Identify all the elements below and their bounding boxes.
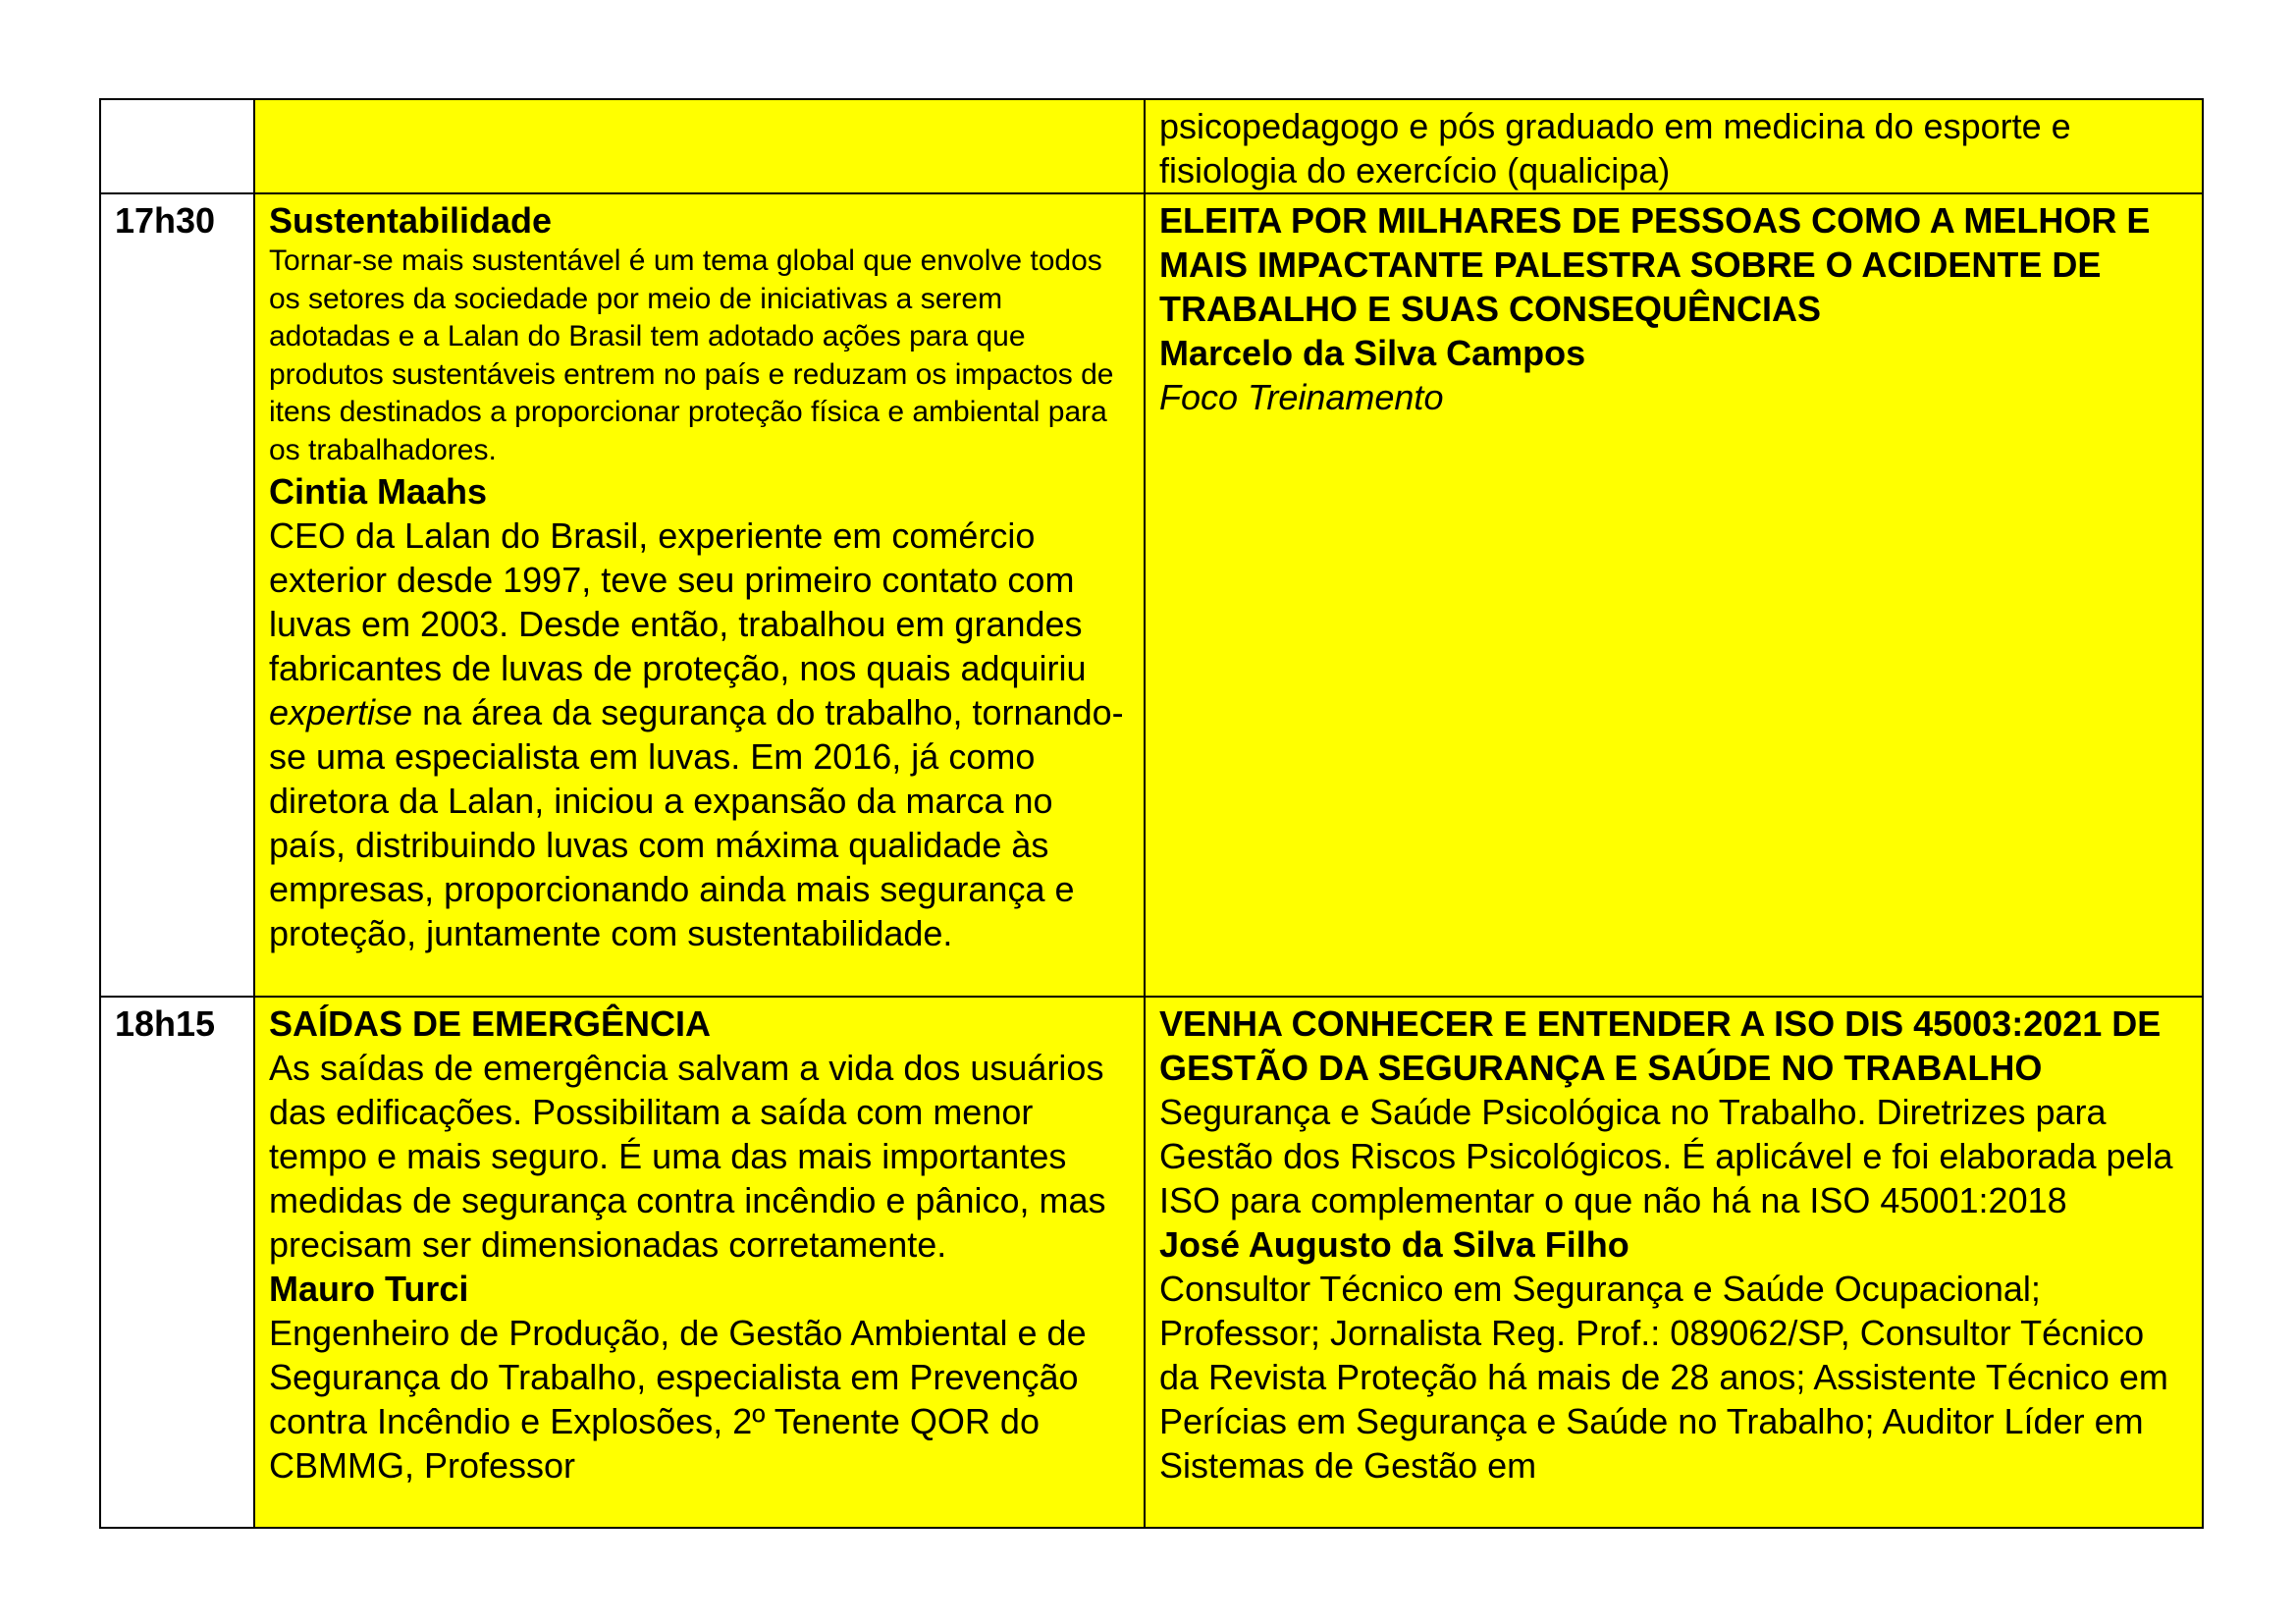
- speaker-name: Cintia Maahs: [269, 471, 488, 512]
- talk-title: Sustentabilidade: [269, 200, 553, 241]
- speaker-bio: [269, 514, 1130, 955]
- talk-description: Segurança e Saúde Psicológica no Trabalho. Diretrizes para Gestão dos Riscos Psicológicos. É aplicável e foi elaborada pela ISO para complementar o que não há na ISO 45001:2018: [1159, 1092, 2173, 1220]
- talk-title: SAÍDAS DE EMERGÊNCIA: [269, 1003, 712, 1044]
- speaker-bio-part1: CEO da Lalan do Brasil, experiente em comércio exterior desde 1997, teve seu primeiro contato com luvas em 2003. Desde então, trabalhou em grandes fabricantes de luvas de proteção, nos quais adquiriu: [269, 515, 1087, 688]
- talk-cell-right: [1145, 997, 2203, 1528]
- speaker-name: Mauro Turci: [269, 1269, 469, 1309]
- time-cell: 17h30: [100, 193, 254, 997]
- talk-cell-left: [254, 99, 1145, 193]
- talk-cell-left: [254, 193, 1145, 997]
- talk-cell-right: [1145, 99, 2203, 193]
- speaker-bio-continuation: psicopedagogo e pós graduado em medicina do esporte e fisiologia do exercício (qualicipa): [1159, 106, 2071, 190]
- talk-description: As saídas de emergência salvam a vida dos usuários das edificações. Possibilitam a saída com menor tempo e mais seguro. É uma das mais importantes medidas de segurança contra incêndio e pânico, mas precisam ser dimensionadas corretamente.: [269, 1048, 1106, 1265]
- speaker-bio: Consultor Técnico em Segurança e Saúde Ocupacional; Professor; Jornalista Reg. Prof.: 089062/SP, Consultor Técnico da Revista Proteção há mais de 28 anos; Assistente Técnico em Perícias em Segurança e Saúde no Trabalho; Auditor Líder em Sistemas de Gestão em: [1159, 1269, 2168, 1486]
- schedule-row-1815: [100, 997, 2203, 1528]
- talk-cell-right: [1145, 193, 2203, 997]
- talk-title: ELEITA POR MILHARES DE PESSOAS COMO A MELHOR E MAIS IMPACTANTE PALESTRA SOBRE O ACIDENTE DE TRABALHO E SUAS CONSEQUÊNCIAS: [1159, 200, 2151, 329]
- schedule-row-1730: [100, 193, 2203, 997]
- speaker-name: José Augusto da Silva Filho: [1159, 1224, 1629, 1265]
- speaker-name: Marcelo da Silva Campos: [1159, 333, 1586, 373]
- schedule-table: [99, 98, 2204, 1529]
- talk-cell-left: [254, 997, 1145, 1528]
- speaker-bio: Engenheiro de Produção, de Gestão Ambiental e de Segurança do Trabalho, especialista em Prevenção contra Incêndio e Explosões, 2º Tenente QOR do CBMMG, Professor: [269, 1313, 1087, 1486]
- talk-title: VENHA CONHECER E ENTENDER A ISO DIS 45003:2021 DE GESTÃO DA SEGURANÇA E SAÚDE NO TRABALHO: [1159, 1003, 2162, 1088]
- speaker-bio-emphasis: expertise: [269, 692, 413, 732]
- talk-description: Tornar-se mais sustentável é um tema global que envolve todos os setores da sociedade por meio de iniciativas a serem adotadas e a Lalan do Brasil tem adotado ações para que produtos sustentáveis entrem no país e reduzam os impactos de itens destinados a proporcionar proteção física e ambiental para os trabalhadores.: [269, 244, 1114, 466]
- time-cell: [100, 99, 254, 193]
- speaker-company: Foco Treinamento: [1159, 377, 1444, 417]
- speaker-bio-part2: na área da segurança do trabalho, tornando-se uma especialista em luvas. Em 2016, já como diretora da Lalan, iniciou a expansão da marca no país, distribuindo luvas com máxima qualidade às empresas, proporcionando ainda mais segurança e proteção, juntamente com sustentabilidade.: [269, 692, 1124, 953]
- schedule-row-continuation: [100, 99, 2203, 193]
- time-cell: 18h15: [100, 997, 254, 1528]
